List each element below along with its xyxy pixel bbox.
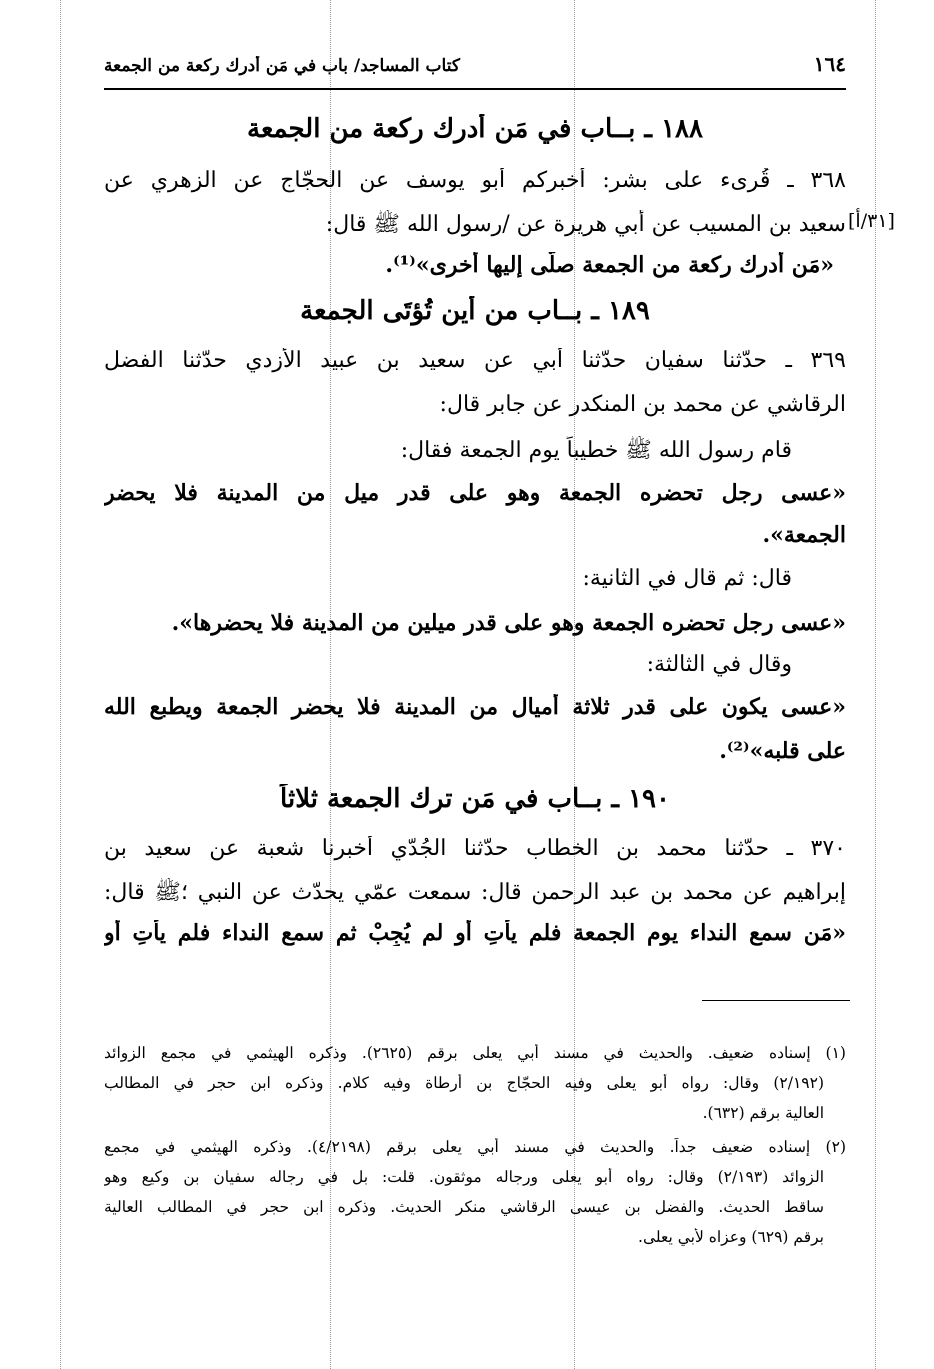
footnote-2-line-4: برقم (٦٢٩) وعزاه لأبي يعلى. bbox=[638, 1228, 824, 1246]
hadith-368-line-1: ٣٦٨ ـ قُرِىء على بشر: أخبركم أبو يوسف عن الحجّاج عن الزهري عن bbox=[104, 168, 846, 193]
hadith-369-line-4: قال: ثم قال في الثانية: bbox=[582, 566, 792, 591]
footnote-1-line-1: (١) إسناده ضعيف. والحديث في مسند أبي يعلى برقم (٢٦٢٥). وذكره الهيثمي في مجمع الزوائد bbox=[104, 1044, 846, 1062]
hadith-368-line-2: سعيد بن المسيب عن أبي هريرة عن /رسول الله ﷺ قال: bbox=[325, 212, 846, 237]
hadith-370-line-2: إبراهيم عن محمد بن عبد الرحمن قال: سمعت عمّي يحدّث عن النبي ؛ﷺ قال: bbox=[104, 880, 846, 905]
chapter-heading-190: ١٩٠ ـ بــاب في مَن ترك الجمعة ثلاثاً bbox=[280, 784, 670, 814]
hadith-369-matn-5: على قلبه»⁽²⁾. bbox=[719, 738, 846, 764]
hadith-369-matn-4: «عسى يكون على قدر ثلاثة أميال من المدينة فلا يحضر الجمعة ويطبع الله bbox=[104, 694, 846, 720]
hadith-368-matn: «مَن أدرك ركعة من الجمعة صلّى إليها أخرى»⁽¹⁾. bbox=[385, 252, 834, 278]
hadith-369-line-1: ٣٦٩ ـ حدّثنا سفيان حدّثنا أبي عن سعيد بن عبيد الأزدي حدّثنا الفضل bbox=[104, 348, 846, 373]
chapter-heading-188: ١٨٨ ـ بــاب في مَن أدرك ركعة من الجمعة bbox=[247, 114, 703, 144]
scan-guide-line bbox=[330, 0, 331, 1369]
folio-margin-note: [٣١/أ] bbox=[848, 210, 895, 232]
footnote-rule bbox=[702, 1000, 850, 1001]
footnote-1-line-2: (٢/١٩٢) وقال: رواه أبو يعلى وفيه الحجّاج بن أرطاة وفيه كلام. وذكره ابن حجر في المطالب bbox=[104, 1074, 824, 1092]
footnote-2-line-1: (٢) إسناده ضعيف جداً. والحديث في مسند أبي يعلى برقم (٤/٢١٩٨). وذكره الهيثمي في مجمع bbox=[104, 1138, 846, 1156]
page-number: ١٦٤ bbox=[813, 52, 846, 76]
header-rule bbox=[104, 88, 846, 90]
hadith-369-matn-1: «عسى رجل تحضره الجمعة وهو على قدر ميل من المدينة فلا يحضر bbox=[104, 480, 846, 506]
hadith-369-line-5: وقال في الثالثة: bbox=[646, 652, 792, 677]
footnote-2-line-2: الزوائد (٢/١٩٣) وقال: رواه أبو يعلى ورجاله موثقون. قلت: بل في رجاله سفيان بن وكيع وهو bbox=[104, 1168, 824, 1186]
hadith-369-matn-3: «عسى رجل تحضره الجمعة وهو على قدر ميلين من المدينة فلا يحضرها». bbox=[171, 610, 846, 636]
hadith-370-matn: «مَن سمع النداء يوم الجمعة فلم يأتِ أو لم يُجِبْ ثم سمع النداء فلم يأتِ أو bbox=[104, 920, 846, 946]
hadith-369-line-3: قام رسول الله ﷺ خطيباً يوم الجمعة فقال: bbox=[400, 438, 792, 463]
scan-guide-line bbox=[574, 0, 575, 1369]
hadith-369-line-2: الرقاشي عن محمد بن المنكدر عن جابر قال: bbox=[439, 392, 846, 417]
scan-guide-line bbox=[875, 0, 876, 1369]
scan-guide-line bbox=[60, 0, 61, 1369]
footnote-2-line-3: ساقط الحديث. والفضل بن عيسى الرقاشي منكر الحديث. وذكره ابن حجر في المطالب العالية bbox=[104, 1198, 824, 1216]
footnote-1-line-3: العالية برقم (٦٣٢). bbox=[702, 1104, 824, 1122]
hadith-370-line-1: ٣٧٠ ـ حدّثنا محمد بن الخطاب حدّثنا الجُدّي أخبرنا شعبة عن سعيد بن bbox=[104, 836, 846, 861]
running-title: كتاب المساجد/ باب في مَن أدرك ركعة من الجمعة bbox=[104, 56, 460, 76]
hadith-369-matn-2: الجمعة». bbox=[762, 522, 846, 548]
chapter-heading-189: ١٨٩ ـ بــاب من أين تُؤتَى الجمعة bbox=[300, 296, 650, 326]
